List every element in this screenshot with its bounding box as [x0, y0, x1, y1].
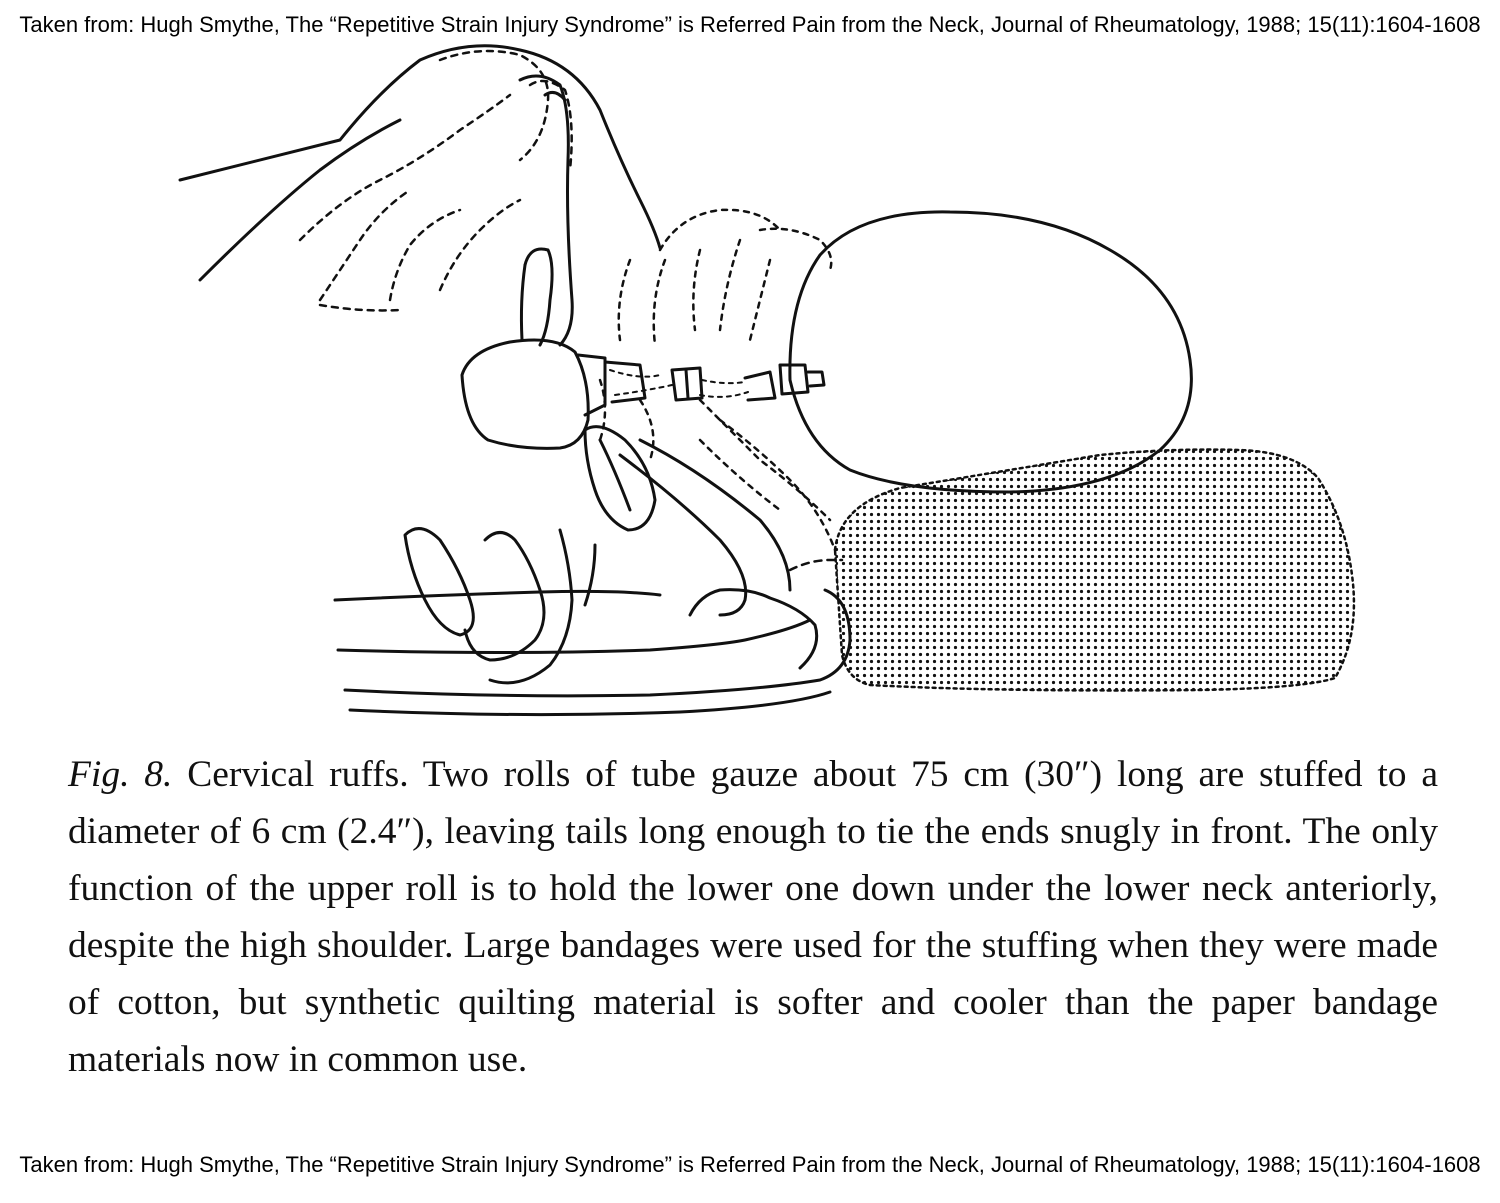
gauze-rolls-dashed [600, 210, 835, 550]
cervical-ruff-illustration [170, 40, 1370, 720]
back-outline [200, 120, 400, 280]
figure-caption [68, 746, 1438, 1088]
head-outline [790, 212, 1192, 492]
forearm-solid [520, 76, 572, 345]
caption-text: Cervical ruffs. Two rolls of tube gauze about 75 cm (30″) long are stuffed to a diameter of 6 cm (2.4″), leaving tails long enough to tie the ends snugly in front. The only function of the upper roll is to hold the lower one down under the lower neck anteriorly, despite the high shoulder. Large bandages were used for the stuffing when they were made of cotton, but synthetic quilting material is softer and cooler than the paper bandage materials now in common use. [68, 754, 1438, 1080]
hand-outline [405, 529, 473, 635]
source-citation-bottom: Taken from: Hugh Smythe, The “Repetitive Strain Injury Syndrome” is Referred Pain from the Neck, Journal of Rheumatology, 1988; 15(11):1604-1608 [19, 1152, 1481, 1177]
figure-label: Fig. 8. [68, 754, 173, 795]
jaw-block [462, 340, 588, 448]
table-lines [335, 591, 660, 600]
shoulder-outline [180, 46, 660, 248]
source-citation-top: Taken from: Hugh Smythe, The “Repetitive Strain Injury Syndrome” is Referred Pain from the Neck, Journal of Rheumatology, 1988; 15(11):1604-1608 [19, 12, 1481, 37]
upper-arm-dashed [300, 51, 572, 310]
